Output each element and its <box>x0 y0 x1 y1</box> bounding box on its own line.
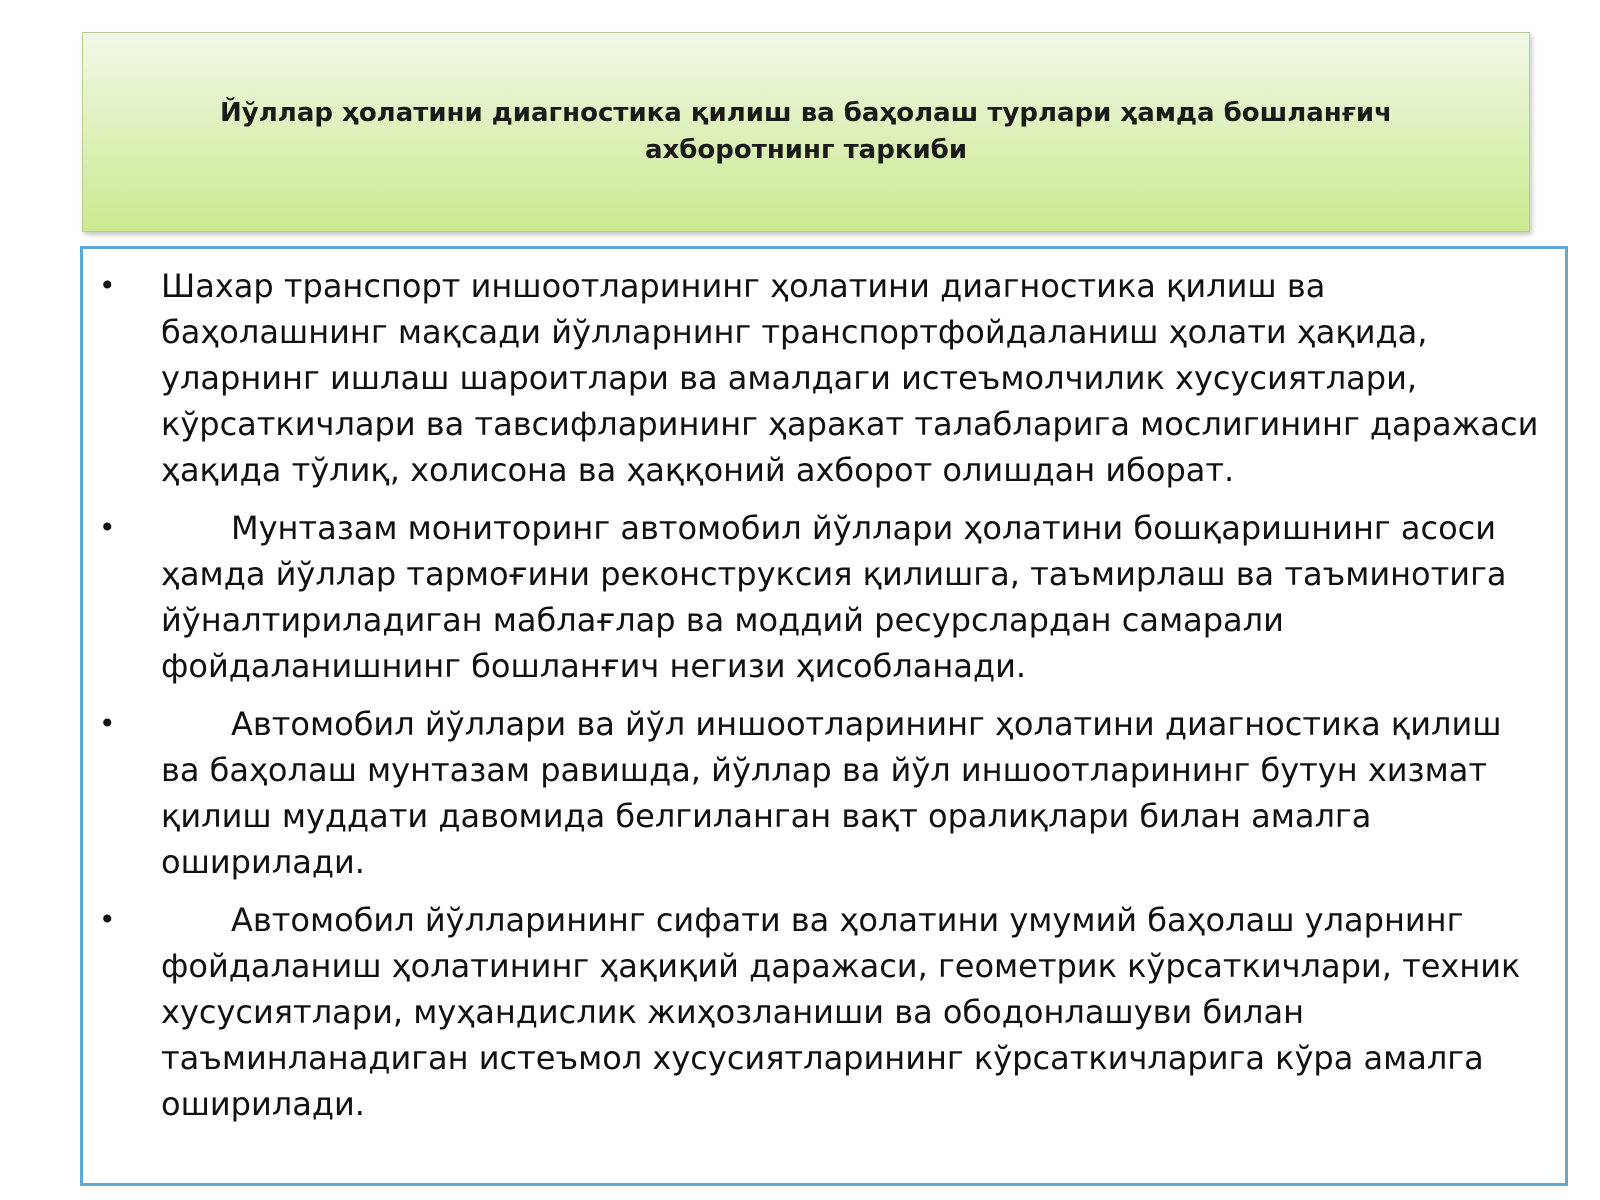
bullet-text: Шахар транспорт иншоотларининг ҳолатини диагностика қилиш ва баҳолашнинг мақсади йўлларнинг транспортфойдаланиш ҳолати ҳақида, уларнинг ишлаш шароитлари ва амалдаги истеъмолчилик хусусиятлари, кўрсаткичлари ва тавсифларининг ҳаракат талабларига мослигининг даражаси ҳақида тўлиқ, холисона ва ҳаққоний ахборот олишдан иборат. <box>161 267 1539 489</box>
bullet-marker: • <box>99 269 116 302</box>
bullet-text: Автомобил йўллари ва йўл иншоотларининг ҳолатини диагностика қилиш ва баҳолаш мунтазам равишда, йўллар ва йўл иншоотларининг бутун хизмат қилиш муддати давомида белгиланган вақт оралиқлари билан амалга оширилади. <box>161 705 1502 881</box>
bullet-marker: • <box>99 903 116 936</box>
bullet-text: Мунтазам мониторинг автомобил йўллари ҳолатини бошқаришнинг асоси ҳамда йўллар тармоғини реконструксия қилишга, таъмирлаш ва таъминотига йўналтириладиган маблағлар ва моддий ресурслардан самарали фойдаланишнинг бошланғич негизи ҳисобланади. <box>161 509 1507 685</box>
bullet-list <box>83 263 1565 1139</box>
bullet-text: Автомобил йўлларининг сифати ва ҳолатини умумий баҳолаш уларнинг фойдаланиш ҳолатининг ҳақиқий даражаси, геометрик кўрсаткичлари, техник хусусиятлари, муҳандислик жиҳозланиши ва ободонлашуви билан таъминланадиган истеъмол хусусиятларининг кўрсаткичларига кўра амалга оширилади. <box>161 901 1521 1123</box>
bullet-item-2 <box>83 505 1565 689</box>
bullet-item-3 <box>83 701 1565 885</box>
bullet-item-1 <box>83 263 1565 493</box>
content-panel <box>80 246 1568 1186</box>
bullet-marker: • <box>99 707 116 740</box>
bullet-marker: • <box>99 511 116 544</box>
bullet-item-4 <box>83 897 1565 1127</box>
title-banner <box>82 32 1530 232</box>
page-title: Йўллар ҳолатини диагностика қилиш ва баҳолаш турлари ҳамда бошланғич ахборотнинг таркиби <box>220 98 1392 165</box>
